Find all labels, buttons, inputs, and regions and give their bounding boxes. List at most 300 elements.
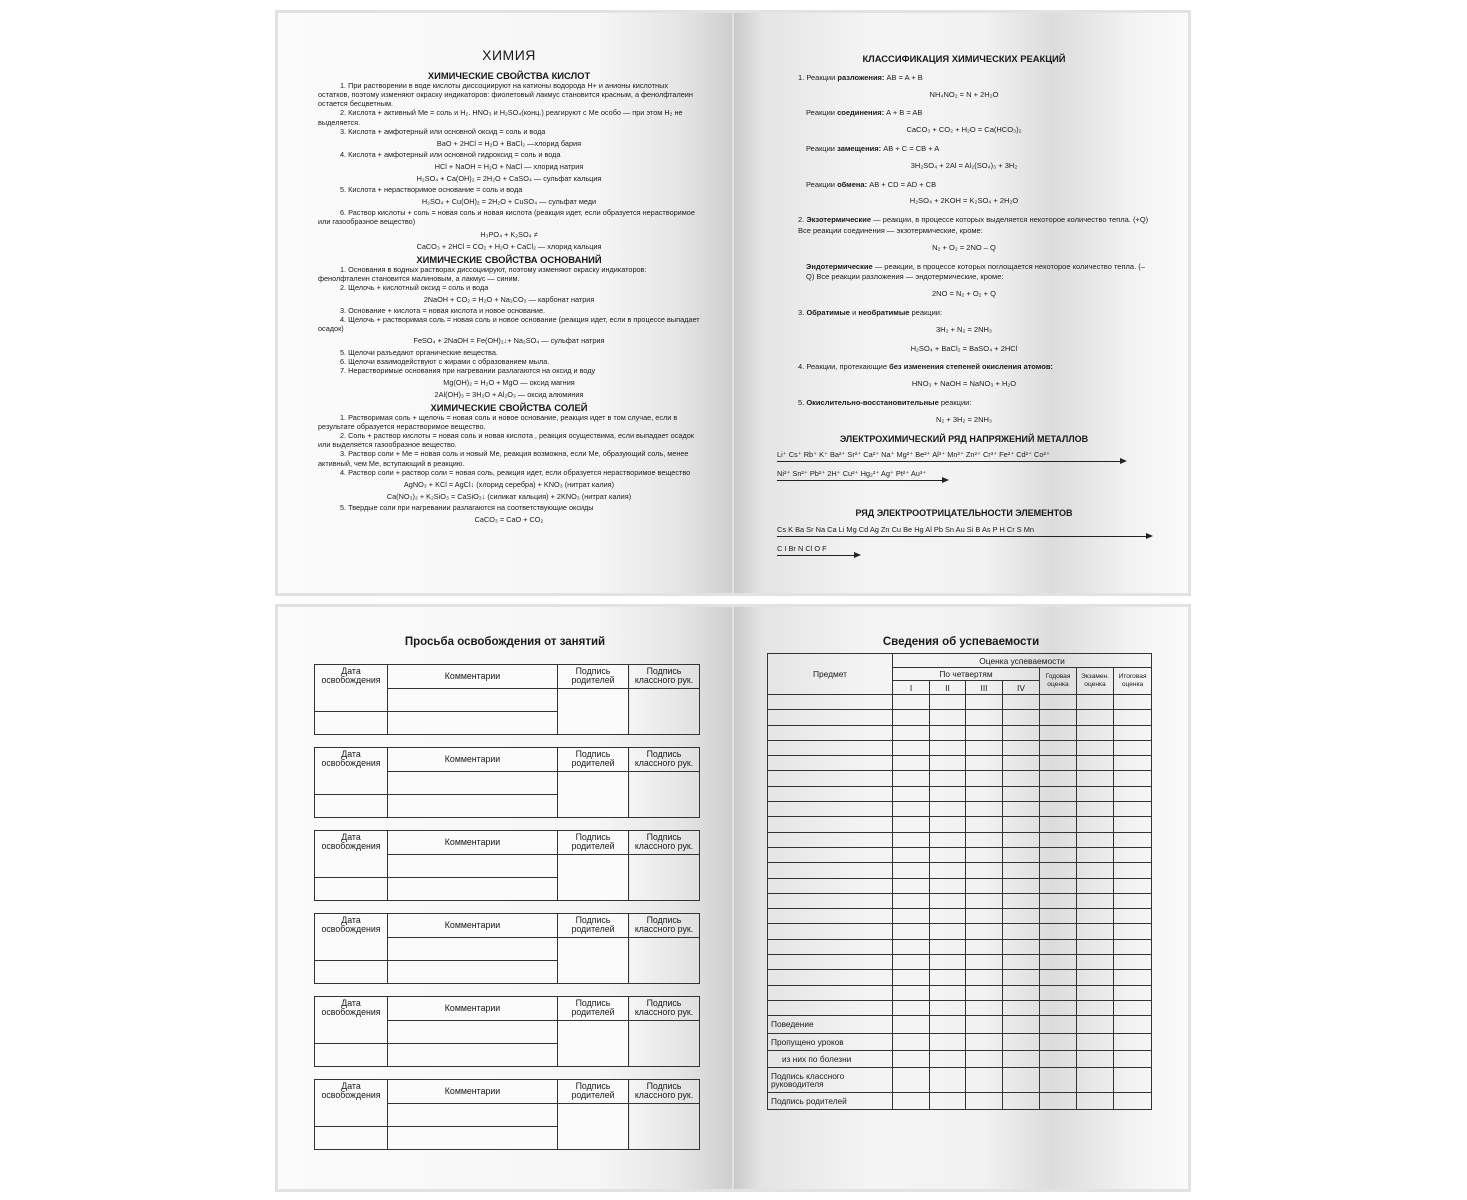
col-comments — [388, 997, 558, 1021]
grade-cell — [893, 817, 930, 832]
grade-cell — [1040, 756, 1077, 771]
grade-cell — [966, 985, 1003, 1000]
subject-row — [768, 802, 1152, 817]
comment-line — [388, 961, 558, 984]
col-parents-label: Подпись родителей — [571, 1081, 615, 1100]
grade-cell — [1114, 802, 1152, 817]
chem-rule: 5. Твердые соли при нагревании разлагаются на соответствующие оксиды — [340, 502, 594, 512]
grade-cell — [1077, 1068, 1114, 1093]
col-parents-label: Подпись родителей — [571, 749, 615, 768]
grade-cell — [1077, 939, 1114, 954]
subject-cell — [768, 1000, 893, 1015]
grade-cell — [1114, 893, 1152, 908]
grade-cell — [1040, 740, 1077, 755]
grade-cell — [1077, 1033, 1114, 1050]
reaction-type-prefix: 5. — [798, 397, 807, 407]
subject-cell — [768, 863, 893, 878]
grade-cell — [930, 802, 966, 817]
grade-cell — [930, 924, 966, 939]
reaction-type-rest: — реакции, в процессе которых поглощается некоторое количество тепла. (– Q) Все реакции разложения — эндотермические, кроме: — [806, 261, 1145, 282]
grade-cell — [1114, 1050, 1152, 1067]
summary-label: из них по болезни — [768, 1050, 893, 1067]
col-date-label: Дата освобождения — [321, 998, 381, 1017]
chem-rule: 3. Кислота + амфотерный или основной оксид = соль и вода — [340, 126, 546, 136]
col-parents — [558, 1080, 629, 1104]
comment-line — [388, 689, 558, 712]
reaction-type-prefix: Реакции — [806, 143, 838, 153]
grade-cell — [1003, 878, 1040, 893]
chem-rule: 3. Основание + кислота = новая кислота и новое основание. — [340, 306, 546, 316]
col-date — [315, 748, 388, 795]
grade-cell — [1077, 786, 1114, 801]
header-q3: III — [966, 681, 1003, 695]
reaction-type-term: Окислительно-восстановительные — [806, 397, 939, 407]
reaction-type-prefix: 1. Реакции — [798, 72, 838, 82]
grade-cell — [966, 771, 1003, 786]
grade-cell — [1003, 756, 1040, 771]
reaction-type-prefix: 2. — [798, 215, 807, 225]
reaction-type-rest: AB + CD = AD + CB — [867, 179, 937, 189]
grade-cell — [1077, 756, 1114, 771]
chem-equation: FeSO₄ + 2NaOH = Fe(OH)₂↓+ Na₂SO₄ — сульфат натрия — [413, 336, 605, 346]
reaction-type-rest: AB + C = CB + A — [881, 143, 940, 153]
grade-cell — [1114, 955, 1152, 970]
summary-label: Подпись родителей — [768, 1093, 893, 1110]
grade-cell — [893, 847, 930, 862]
chem-equation: 2NaOH + CO₂ = H₂O + Na₂CO₃ — карбонат натрия — [423, 295, 595, 305]
voltage-series-line-2 — [777, 469, 1154, 484]
grade-cell — [1003, 893, 1040, 908]
classification-title: КЛАССИФИКАЦИЯ ХИМИЧЕСКИХ РЕАКЦИЙ — [862, 53, 1066, 64]
col-date — [315, 1080, 388, 1127]
grade-cell — [966, 802, 1003, 817]
reaction-type-term: замещения: — [837, 143, 882, 153]
chem-rule: 3. Раствор соли + Me = новая соль и новый Me, реакция возможна, если Me, образующий соль, менее активный, чем Me, вступающий в реакцию. — [318, 449, 689, 468]
grade-cell — [966, 1000, 1003, 1015]
grade-cell — [1077, 817, 1114, 832]
grade-cell — [893, 756, 930, 771]
grade-cell — [1003, 1033, 1040, 1050]
grade-cell — [1040, 1016, 1077, 1033]
reaction-type — [798, 308, 1154, 319]
grade-cell — [966, 1068, 1003, 1093]
subject-cell — [768, 740, 893, 755]
grade-cell — [893, 939, 930, 954]
grade-cell — [966, 970, 1003, 985]
grade-cell — [966, 832, 1003, 847]
grade-cell — [893, 786, 930, 801]
grade-cell — [893, 710, 930, 725]
subject-cell — [768, 955, 893, 970]
electronegativity-text-1: Cs K Ba Sr Na Ca Li Mg Cd Ag Zn Cu Be Hg Al Pb Sn Au Si B As P H Cr S Mn — [777, 525, 1034, 535]
subject-row — [768, 970, 1152, 985]
grade-cell — [893, 1016, 930, 1033]
grade-cell — [930, 909, 966, 924]
col-date — [315, 665, 388, 712]
chem-equation: Ca(NO₃)₂ + K₂SiO₃ = CaSiO₃↓ (силикат кальция) + 2KNO₃ (нитрат калия) — [386, 491, 632, 501]
grade-cell — [1040, 725, 1077, 740]
grade-cell — [893, 725, 930, 740]
subject-row — [768, 710, 1152, 725]
grade-cell — [930, 955, 966, 970]
grade-cell — [893, 1093, 930, 1110]
grade-cell — [893, 970, 930, 985]
subject-cell — [768, 695, 893, 710]
col-teacher — [629, 914, 700, 938]
grade-cell — [1077, 695, 1114, 710]
reaction-equation: H₂SO₄ + BaCl₂ = BaSO₄ + 2HCl — [910, 343, 1018, 353]
subject-row — [768, 756, 1152, 771]
col-parents-label: Подпись родителей — [571, 666, 615, 685]
comment-line — [388, 1044, 558, 1067]
grade-cell — [930, 740, 966, 755]
grade-cell — [1114, 1068, 1152, 1093]
col-comments-label: Комментарии — [444, 920, 501, 931]
grade-cell — [930, 1093, 966, 1110]
grade-cell — [1040, 1050, 1077, 1067]
grade-cell — [1077, 847, 1114, 862]
grade-cell — [1114, 710, 1152, 725]
date-cell — [315, 961, 388, 984]
grade-cell — [966, 847, 1003, 862]
arrow-icon — [777, 536, 1147, 537]
chem-rule: 6. Раствор кислоты + соль = новая соль и новая кислота (реакция идет, если образуется нерастворимое или газообразное вещество) — [318, 208, 695, 227]
col-date-label: Дата освобождения — [321, 666, 381, 685]
subject-row — [768, 740, 1152, 755]
subject-row — [768, 1000, 1152, 1015]
grade-cell — [1040, 909, 1077, 924]
subject-row — [768, 955, 1152, 970]
subject-cell — [768, 817, 893, 832]
col-comments — [388, 831, 558, 855]
col-teacher — [629, 665, 700, 689]
subject-cell — [768, 939, 893, 954]
grade-cell — [893, 955, 930, 970]
grade-cell — [893, 771, 930, 786]
voltage-series-text-1: Li⁺ Cs⁺ Rb⁺ K⁺ Ba²⁺ Sr²⁺ Ca²⁺ Na⁺ Mg²⁺ Be²⁺ Al³⁺ Mn²⁺ Zn²⁺ Cr³⁺ Fe²⁺ Cd²⁺ Co²⁺ — [777, 450, 1050, 460]
bases-heading: ХИМИЧЕСКИЕ СВОЙСТВА ОСНОВАНИЙ — [416, 253, 602, 265]
col-parents — [558, 997, 629, 1021]
grade-cell — [1003, 771, 1040, 786]
grade-cell — [1003, 939, 1040, 954]
date-cell — [315, 795, 388, 818]
comment-line — [388, 878, 558, 901]
grade-cell — [1077, 1050, 1114, 1067]
grade-cell — [966, 1016, 1003, 1033]
grades-body — [768, 695, 1152, 1110]
header-q4: IV — [1003, 681, 1040, 695]
subject-row — [768, 893, 1152, 908]
grade-cell — [1114, 909, 1152, 924]
grade-cell — [1077, 893, 1114, 908]
subject-row — [768, 909, 1152, 924]
grade-cell — [1077, 710, 1114, 725]
chem-equation: AgNO₃ + KCl = AgCl↓ (хлорид серебра) + KNO₃ (нитрат калия) — [403, 479, 615, 489]
reaction-equation: 3H₂SO₄ + 2Al = Al₂(SO₄)₃ + 3H₂ — [910, 160, 1018, 170]
grade-cell — [1114, 1033, 1152, 1050]
chem-equation: H₂SO₄ + Ca(OH)₂ = 2H₂O + CaSO₄ — сульфат кальция — [416, 174, 602, 184]
grade-cell — [1077, 970, 1114, 985]
header-subject: Предмет — [768, 654, 893, 695]
grade-cell — [1077, 802, 1114, 817]
grade-cell — [1040, 924, 1077, 939]
date-cell — [315, 1044, 388, 1067]
grade-cell — [1040, 817, 1077, 832]
chem-rule: 4. Раствор соли + раствор соли = новая соль, реакция идет, если образуется нерастворимое вещество — [340, 467, 691, 477]
grade-cell — [1003, 832, 1040, 847]
grade-cell — [893, 695, 930, 710]
grade-cell — [966, 878, 1003, 893]
grade-cell — [1077, 924, 1114, 939]
grade-cell — [1040, 695, 1077, 710]
parents-signature-cell — [558, 938, 629, 984]
grade-cell — [930, 863, 966, 878]
col-parents-label: Подпись родителей — [571, 832, 615, 851]
comment-line — [388, 1127, 558, 1150]
grade-cell — [1114, 970, 1152, 985]
col-date — [315, 831, 388, 878]
subject-cell — [768, 771, 893, 786]
grade-cell — [893, 832, 930, 847]
release-form — [314, 664, 700, 735]
grade-cell — [930, 725, 966, 740]
grade-cell — [1040, 1068, 1077, 1093]
col-parents-label: Подпись родителей — [571, 998, 615, 1017]
col-teacher-label: Подпись классного рук. — [634, 832, 694, 851]
grade-cell — [1114, 1093, 1152, 1110]
grade-cell — [893, 893, 930, 908]
reaction-type-prefix: Реакции — [806, 108, 838, 118]
grade-cell — [930, 1050, 966, 1067]
grade-cell — [1077, 1093, 1114, 1110]
grade-cell — [1114, 771, 1152, 786]
grade-cell — [1040, 878, 1077, 893]
grade-cell — [1077, 985, 1114, 1000]
grade-cell — [893, 924, 930, 939]
date-cell — [315, 712, 388, 735]
col-comments — [388, 665, 558, 689]
grade-cell — [930, 939, 966, 954]
grade-cell — [930, 1068, 966, 1093]
reaction-type-rest: реакции: — [938, 397, 972, 407]
reaction-type-term: Эндотермические — [806, 261, 873, 271]
grade-cell — [1003, 1068, 1040, 1093]
chem-rule: 1. При растворении в воде кислоты диссоциируют на катионы водорода H+ и анионы кислотных остатков, поэтому изменяют окраску индикаторов: фиолетовый лакмус становится красным, а фенолфталеин остается бесцветным. — [318, 81, 693, 109]
spread-top — [275, 10, 1191, 596]
parents-signature-cell — [558, 689, 629, 735]
col-comments-label: Комментарии — [444, 1086, 501, 1097]
teacher-signature-cell — [629, 689, 700, 735]
summary-row — [768, 1016, 1152, 1033]
grade-cell — [893, 878, 930, 893]
col-teacher-label: Подпись классного рук. — [634, 915, 694, 934]
reaction-equation: 3H₂ + N₂ = 2NH₃ — [936, 324, 992, 334]
release-form — [314, 747, 700, 818]
comment-line — [388, 1104, 558, 1127]
grade-cell — [930, 695, 966, 710]
grade-cell — [1114, 1000, 1152, 1015]
arrow-icon — [777, 480, 943, 481]
classification-list — [774, 73, 1154, 426]
reaction-type-term: Обратимые — [806, 307, 850, 317]
grade-cell — [930, 786, 966, 801]
release-form — [314, 1079, 700, 1150]
arrow-icon — [777, 461, 1121, 462]
comment-line — [388, 712, 558, 735]
grade-cell — [1114, 832, 1152, 847]
reaction-type-term: соединения: — [837, 108, 885, 118]
grade-cell — [930, 847, 966, 862]
grade-cell — [1003, 924, 1040, 939]
grade-cell — [1114, 985, 1152, 1000]
col-comments-label: Комментарии — [444, 671, 501, 682]
chem-equation: Mg(OH)₂ = H₂O + MgO — оксид магния — [443, 377, 575, 387]
comment-line — [388, 1021, 558, 1044]
chem-equation: CaCO₃ = CaO + CO₂ — [474, 515, 544, 525]
grade-cell — [930, 1033, 966, 1050]
reaction-equation: HNO₃ + NaOH = NaNO₃ + H₂O — [911, 379, 1017, 389]
reaction-type-prefix: 3. — [798, 307, 807, 317]
col-teacher — [629, 748, 700, 772]
header-grades: Оценка успеваемости — [893, 654, 1152, 668]
chem-rule: 5. Кислота + нерастворимое основание = соль и вода — [340, 185, 523, 195]
grade-cell — [1003, 695, 1040, 710]
summary-row — [768, 1050, 1152, 1067]
reaction-type — [806, 108, 1154, 119]
electronegativity-title: РЯД ЭЛЕКТРООТРИЦАТЕЛЬНОСТИ ЭЛЕМЕНТОВ — [855, 508, 1073, 519]
subject-row — [768, 878, 1152, 893]
grade-cell — [1040, 710, 1077, 725]
subject-cell — [768, 725, 893, 740]
bases-section — [318, 265, 700, 399]
grade-cell — [1003, 817, 1040, 832]
grade-cell — [1003, 786, 1040, 801]
parents-signature-cell — [558, 772, 629, 818]
grade-cell — [1077, 863, 1114, 878]
col-date-label: Дата освобождения — [321, 1081, 381, 1100]
grade-cell — [1114, 878, 1152, 893]
comment-line — [388, 855, 558, 878]
electronegativity-line-1 — [777, 525, 1154, 540]
summary-label: Подпись классного руководителя — [768, 1068, 893, 1093]
grade-cell — [1003, 802, 1040, 817]
grade-cell — [1003, 955, 1040, 970]
grade-cell — [930, 970, 966, 985]
grade-cell — [1077, 832, 1114, 847]
col-date — [315, 997, 388, 1044]
page-chemistry — [278, 13, 732, 593]
chem-rule: 1. Основания в водных растворах диссоциируют, поэтому изменяют окраску индикаторов: фенолфталеин становится малиновым, а лакмус — синим. — [318, 264, 647, 283]
col-comments — [388, 748, 558, 772]
chem-rule: 4. Кислота + амфотерный или основной гидроксид = соль и вода — [340, 149, 561, 159]
subject-cell — [768, 847, 893, 862]
col-comments-label: Комментарии — [444, 754, 501, 765]
col-date — [315, 914, 388, 961]
grade-cell — [1040, 985, 1077, 1000]
subject-row — [768, 725, 1152, 740]
grade-cell — [966, 1033, 1003, 1050]
grade-cell — [930, 1000, 966, 1015]
grade-cell — [1003, 985, 1040, 1000]
grade-cell — [930, 710, 966, 725]
grade-cell — [966, 1050, 1003, 1067]
reaction-equation: NH₄NO₂ = N + 2H₂O — [929, 89, 999, 99]
grade-cell — [966, 909, 1003, 924]
teacher-signature-cell — [629, 772, 700, 818]
subject-row — [768, 939, 1152, 954]
header-q1: I — [893, 681, 930, 695]
subject-cell — [768, 756, 893, 771]
chem-equation: H₂SO₄ + Cu(OH)₂ = 2H₂O + CuSO₄ — сульфат меди — [421, 197, 597, 207]
reaction-type-term: необратимые — [858, 307, 910, 317]
grade-cell — [1114, 756, 1152, 771]
subject-row — [768, 847, 1152, 862]
page-reaction-classification — [734, 13, 1188, 593]
grade-cell — [966, 725, 1003, 740]
date-cell — [315, 878, 388, 901]
grade-cell — [1003, 1000, 1040, 1015]
reaction-type-term: обмена: — [837, 179, 868, 189]
comment-line — [388, 772, 558, 795]
subject-cell — [768, 832, 893, 847]
grade-cell — [1003, 970, 1040, 985]
grade-cell — [1114, 863, 1152, 878]
grade-cell — [1114, 786, 1152, 801]
subject-row — [768, 863, 1152, 878]
chem-rule: 5. Щелочи разъедают органические вещества. — [340, 347, 498, 357]
electronegativity-line-2 — [777, 544, 1154, 559]
parents-signature-cell — [558, 1104, 629, 1150]
grade-cell — [893, 1068, 930, 1093]
voltage-series-line-1 — [777, 450, 1154, 465]
col-comments — [388, 1080, 558, 1104]
col-date-label: Дата освобождения — [321, 915, 381, 934]
reaction-type-rest: реакции: — [909, 307, 943, 317]
grade-cell — [1003, 740, 1040, 755]
grade-cell — [1040, 1093, 1077, 1110]
grade-cell — [1077, 909, 1114, 924]
grade-cell — [1040, 847, 1077, 862]
parents-signature-cell — [558, 855, 629, 901]
grade-cell — [1077, 878, 1114, 893]
col-teacher — [629, 997, 700, 1021]
grade-cell — [893, 1050, 930, 1067]
subject-row — [768, 786, 1152, 801]
grade-cell — [966, 786, 1003, 801]
grade-cell — [1040, 1000, 1077, 1015]
voltage-series-text-2: Ni²⁺ Sn²⁺ Pb²⁺ 2H⁺ Cu²⁺ Hg₂²⁺ Ag⁺ Pt²⁺ Au³⁺ — [777, 469, 927, 479]
col-date-label: Дата освобождения — [321, 749, 381, 768]
grade-cell — [966, 939, 1003, 954]
electronegativity-text-2: C I Br N Cl O F — [777, 544, 827, 554]
chem-rule: 6. Щелочи взаимодействуют с жирами с образованием мыла. — [340, 356, 550, 366]
reaction-type — [806, 262, 1154, 284]
chem-equation: BaO + 2HCl = H₂O + BaCl₂ —хлорид бария — [436, 138, 582, 148]
chem-rule: 7. Нерастворимые основания при нагревании разлагаются на оксид и воду — [340, 365, 596, 375]
grade-cell — [1003, 1016, 1040, 1033]
grade-cell — [1077, 725, 1114, 740]
release-form — [314, 830, 700, 901]
grade-cell — [1077, 740, 1114, 755]
grade-cell — [1114, 740, 1152, 755]
grade-cell — [1077, 1000, 1114, 1015]
reaction-type — [798, 362, 1154, 373]
grade-cell — [966, 863, 1003, 878]
chem-rule: 1. Растворимая соль + щелочь = новая соль и новое основание, реакция идет в том случае, если в результате образуется нерастворимое вещество. — [318, 413, 678, 432]
grade-cell — [966, 924, 1003, 939]
grade-cell — [1114, 817, 1152, 832]
subject-cell — [768, 710, 893, 725]
